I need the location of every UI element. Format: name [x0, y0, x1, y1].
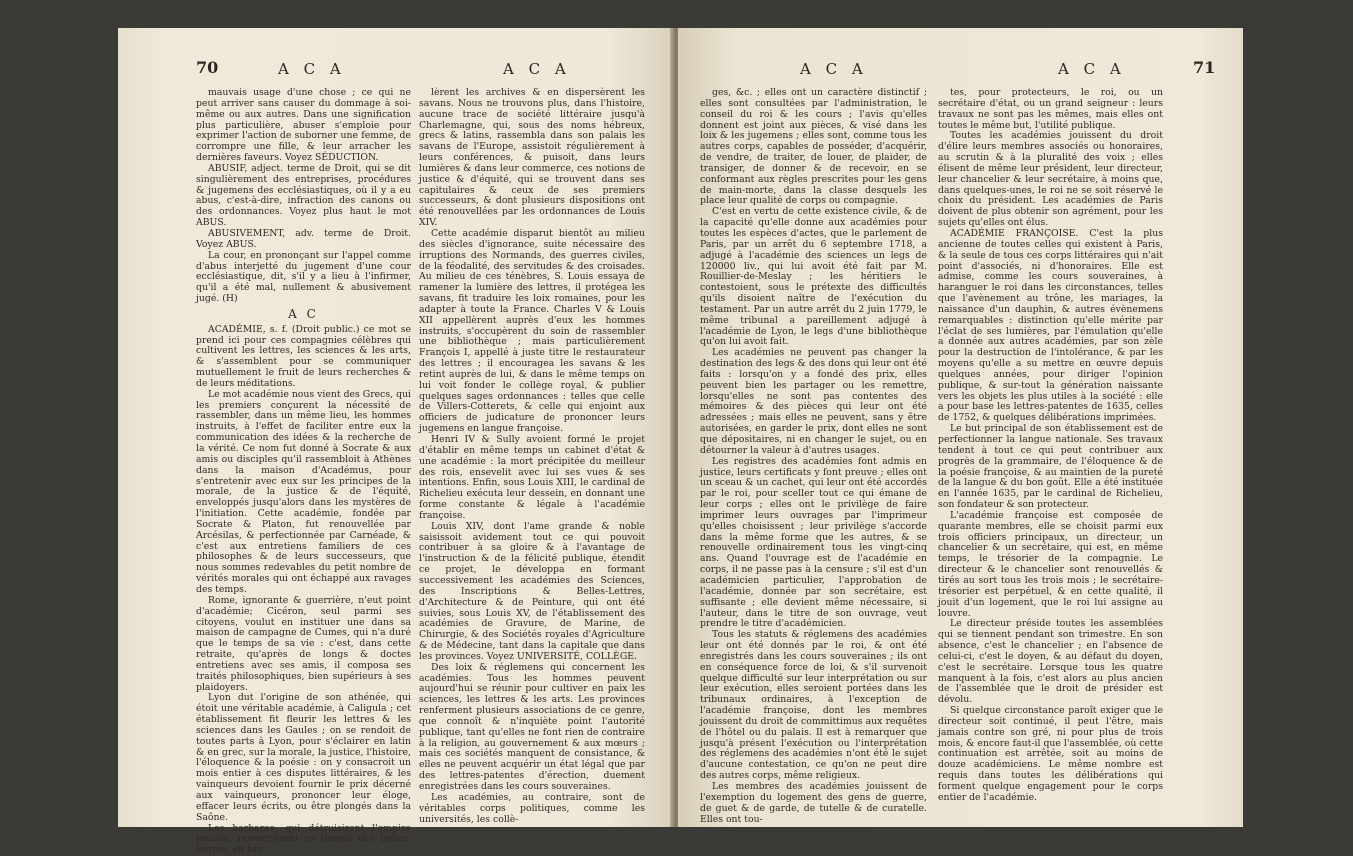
paragraph: Si quelque circonstance paroît exiger que le directeur soit continué, il peut l'être, mais jamais contre son gré, ni pour plus de trois mois, & encore faut-il que l'assemblée, où cette continuation est arrêtée, soit au moins de douze académiciens. Le même nombre est requis dans toutes les délibérations qui forment quelque engagement pour le corps entier de l'académie.: [938, 705, 1163, 803]
paragraph: Le but principal de son établissement est de perfectionner la langue nationale. Ses travaux tendent à tout ce qui peut contribuer aux progrès de la grammaire, de l'éloquence & de la poésie françoise, & au maintien de la pureté de la langue & du bon goût. Elle a été instituée en l'année 1635, par le cardinal de Richelieu, son fondateur & son protecteur.: [938, 423, 1163, 511]
paragraph: Les registres des académies font admis en justice, leurs certificats y font preuve ; elles ont un sceau & un cachet, qui leur ont été accordés par le roi, pour sceller tout ce qui émane de leur corps ; elles ont le privilège de faire imprimer leurs ouvrages par l'imprimeur qu'elles choisissent ; leur privilège s'accorde dans la même forme que les autres, & se renouvelle ordinairement tous les vingt-cinq ans. Quand l'ouvrage est de l'académie en corps, il ne passe pas à la censure ; s'il est d'un académicien particulier, l'approbation de l'académie, donnée par son secrétaire, est suffisante ; elle devient même nécessaire, si l'auteur, dans le titre de son ouvrage, veut prendre le titre d'académicien.: [700, 455, 927, 630]
paragraph: Les membres des académies jouissent de l'exemption du logement des gens de guerre, de guet & de garde, de tutelle & de curatelle. Elles ont tou-: [700, 781, 927, 825]
text-column-2: [419, 88, 645, 825]
paragraph: Toutes les académies jouissent du droit d'élire leurs membres associés ou honoraires, au scrutin & à la pluralité des voix ; elles élisent de même leur président, leur directeur, leur chancelier & leur secrétaire, à moins que, dans quelques-unes, le roi ne se soit réservé le choix du président. Les académies de Paris doivent de plus obtenir son agrément, pour les sujets qu'elles ont élus.: [938, 130, 1163, 229]
right-page: [678, 28, 1243, 827]
paragraph: Lyon dut l'origine de son athénée, qui étoit une véritable académie, à Caligula ; cet établissement fit fleurir les lettres & les sciences dans les Gaules ; on se rendoit de toutes parts à Lyon, pour s'éclairer en latin & en grec, sur la morale, la justice, l'histoire, l'éloquence & la poésie : on y consacroit un mois entier à ces disputes littéraires, & les vainqueurs devoient fournir le prix décerné aux vainqueurs, prononcer leur éloge, effacer leurs écrits, ou être plongés dans la Saône.: [196, 692, 411, 823]
paragraph: Le directeur préside toutes les assemblées qui se tiennent pendant son trimestre. En son absence, c'est le chancelier ; en l'absence de celui-ci, c'est le doyen, & au défaut du doyen, c'est le secrétaire. Lorsque tous les quatre manquent à la fois, c'est alors au plus ancien de l'assemblée que le droit de présider est dévolu.: [938, 618, 1163, 706]
running-head: A C A: [1058, 60, 1126, 78]
paragraph: Les académies ne peuvent pas changer la destination des legs & des dons qui leur ont été faits : lorsqu'on y a fondé des prix, elles peuvent bien les partager ou les remettre, lorsqu'elles ne sont pas contentes des mémoires & des pièces qui leur ont été adressées ; mais elles ne peuvent, sans y être autorisées, en garder le prix, dont elles ne sont que dépositaires, ni en changer le sujet, ou en détourner la valeur à d'autres usages.: [700, 347, 927, 456]
paragraph: C'est en vertu de cette existence civile, & de la capacité qu'elle donne aux académies pour toutes les espèces d'actes, que le parlement de Paris, par un arrêt du 6 septembre 1718, a adjugé à l'académie des sciences un legs de 120000 liv., qui lui avoit été fait par M. Rouillier-de-Meslay ; les héritiers le contestoient, sous le prétexte des difficultés qu'ils disoient naître de l'exécution du testament. Par un autre arrêt du 2 juin 1779, le même tribunal a pareillement adjugé à l'académie de Lyon, le legs d'une bibliothèque qu'on lui avoit fait.: [700, 206, 927, 348]
paragraph: Rome, ignorante & guerrière, n'eut point d'académie; Cicéron, seul parmi ses citoyens, voulut en instituer une dans sa maison de campagne de Cumes, qui n'a duré que le temps de sa vie : c'est, dans cette retraite, qu'après de longs & doctes entretiens avec ses amis, il composa ses traités philosophiques, bien supérieurs à ses plaidoyers.: [196, 594, 411, 693]
paragraph: Les académies, au contraire, sont de véritables corps politiques, comme les universités, les collè-: [419, 791, 645, 825]
running-head: A C A: [278, 60, 346, 78]
paragraph: mauvais usage d'une chose ; ce qui ne peut arriver sans causer du dommage à soi-même ou aux autres. Dans une signification plus particulière, abuser s'emploie pour exprimer l'action de suborner une femme, de corrompre une fille, & leur arracher les dernières faveurs. Voyez SÉDUCTION.: [196, 87, 411, 164]
left-page: [118, 28, 674, 856]
text-column-2: [938, 88, 1163, 804]
running-head: A C A: [503, 60, 571, 78]
paragraph: ges, &c. ; elles ont un caractère distinctif ; elles sont consultées par l'administration, le conseil du roi & les cours ; l'avis qu'elles donnent est joint aux pièces, & visé dans les loix & les jugemens ; elles sont, comme tous les autres corps, capables de posséder, d'acquérir, de vendre, de traiter, de louer, de plaider, de transiger, de donner & de recevoir, en se conformant aux règles prescrites pour les gens de main-morte, dans la classe desquels les place leur qualité de corps ou compagnie.: [700, 87, 927, 207]
section-heading: A C: [288, 306, 319, 321]
paragraph: ABUSIVEMENT, adv. terme de Droit. Voyez ABUS.: [196, 227, 411, 250]
text-column-1: [196, 88, 411, 856]
paragraph: Cette académie disparut bientôt au milieu des siècles d'ignorance, suite nécessaire des irruptions des Normands, des guerres civiles, de la féodalité, des servitudes & des croisades. Au milieu de ces ténèbres, S. Louis essaya de ramener la lumière des lettres, il protégea les savans, fit traduire les loix romaines, pour les adapter à toute la France. Charles V & Louis XII appellèrent auprès d'eux les hommes instruits, s'occupèrent du soin de rassembler une bibliothèque ; mais particulièrement François I, appellé à juste titre le restaurateur des lettres ; il encouragea les savans & les retint auprès de lui, & dans le même temps on lui voit fonder le collège royal, & publier quelques sages ordonnances : telles que celle de Villers-Cotterets, & celle qui enjoint aux officiers de judicature de prononcer leurs jugemens en langue françoise.: [419, 227, 645, 435]
paragraph: Louis XIV, dont l'ame grande & noble saisissoit avidement tout ce qui pouvoit contribuer à sa gloire & à l'avantage de l'instruction & de la félicité publique, étendit ce projet, le développa en formant successivement les académies des Sciences, des Inscriptions & Belles-Lettres, d'Architecture & de Peinture, qui ont été suivies, sous Louis XV, de l'établissement des académies de Gravure, de Marine, de Chirurgie, & des Sociétés royales d'Agriculture & de Médecine, tant dans la capitale que dans les provinces. Voyez UNIVERSITÉ, COLLÈGE.: [419, 520, 645, 662]
open-book: [118, 28, 1243, 856]
paragraph: L'académie françoise est composée de quarante membres, elle se choisit parmi eux trois officiers principaux, un directeur, un chancelier & un secrétaire, qui est, en même temps, le trésorier de la compagnie. Le directeur & le chancelier sont renouvellés & tirés au sort tous les trois mois ; le secrétaire-trésorier est perpétuel, & en cette qualité, il jouit d'un logement, que le roi lui assigne au louvre.: [938, 509, 1163, 619]
running-head: A C A: [800, 60, 868, 78]
paragraph: ACADÉMIE, s. f. (Droit public.) ce mot se prend ici pour ces compagnies célèbres qui cultivent les lettres, les sciences & les arts, & s'assemblent pour se communiquer mutuellement le fruit de leurs recherches & de leurs méditations.: [196, 323, 411, 389]
paragraph: tes, pour protecteurs, le roi, ou un secrétaire d'état, ou un grand seigneur : leurs travaux ne sont pas les mêmes, mais elles ont toutes le même but, l'utilité publique.: [938, 87, 1163, 131]
paragraph: Tous les statuts & réglemens des académies leur ont été donnés par le roi, & ont été enregistrés dans les cours souveraines ; ils ont en conséquence force de loi, & s'il survenoit quelque difficulté sur leur interprétation ou sur leur exécution, elles seroient portées dans les tribunaux ordinaires, à l'exception de l'académie françoise, dont les membres jouissent du droit de committimus aux requêtes de l'hôtel ou du palais. Il est à remarquer que jusqu'à présent l'exécution ou l'interprétation des réglemens des académies n'ont été le sujet d'aucune contestation, ce qu'on ne peut dire des autres corps, même religieux.: [700, 629, 927, 782]
paragraph: Des loix & réglemens qui concernent les académies. Tous les hommes peuvent aujourd'hui se réunir pour cultiver en paix les sciences, les lettres & les arts. Les provinces renferment plusieurs associations de ce genre, que connoît & n'inquiète point l'autorité publique, tant qu'elles ne font rien de contraire à la religion, au gouvernement & aux mœurs ; mais ces sociétés manquent de consistance, & elles ne peuvent acquérir un état légal que par des lettres-patentes d'érection, duement enregistrées dans les cours souveraines.: [419, 661, 645, 792]
paragraph: Le mot académie nous vient des Grecs, qui les premiers conçurent la nécessité de rassembler, dans un même lieu, les hommes instruits, à l'effet de faciliter entre eux la communication des idées & la recherche de la vérité. Ce nom fut donné à Socrate & aux amis ou disciples qu'il rassembloit à Athènes dans la maison d'Académus, pour s'entretenir avec eux sur les principes de la morale, de la justice & de l'équité, enveloppés jusqu'alors dans les mystères de l'initiation. Cette académie, fondée par Socrate & Platon, fut renouvellée par Arcésilas, & perfectionnée par Carnéade, & c'est aux entretiens familiers de ces philosophes & de leurs successeurs, que nous sommes redevables du petit nombre de vérités morales qui ont échappé aux ravages des temps.: [196, 388, 411, 595]
page-number: 70: [196, 58, 219, 77]
paragraph: Henri IV & Sully avoient formé le projet d'établir en même temps un cabinet d'état & une académie : la mort précipitée du meilleur des rois, ensevelit avec lui ses vues & ses intentions. Enfin, sous Louis XIII, le cardinal de Richelieu exécuta leur dessein, en donnant une forme constante & légale à l'académie françoise.: [419, 434, 645, 521]
paragraph: La cour, en prononçant sur l'appel comme d'abus interjetté du jugement d'une cour ecclésiastique, dit, s'il y a lieu à l'infirmer, qu'il a été mal, nullement & abusivement jugé. (H): [196, 249, 411, 305]
text-column-1: [700, 88, 927, 825]
paragraph: Les barbares, qui détruisirent l'empire romain, renversèrent ce temple des belles-lettres, en brû-: [196, 822, 411, 856]
paragraph: ABUSIF, adject. terme de Droit, qui se dit singulièrement des entreprises, procédures & jugemens des ecclésiastiques, où il y a eu abus, c'est-à-dire, infraction des canons ou des ordonnances. Voyez plus haut le mot ABUS.: [196, 162, 411, 229]
paragraph: ACADÉMIE FRANÇOISE. C'est la plus ancienne de toutes celles qui existent à Paris, & la seule de tous ces corps littéraires qui n'ait point d'associés, ni d'honoraires. Elle est admise, comme les cours souveraines, à haranguer le roi dans les circonstances, telles que l'avènement au trône, les mariages, la naissance d'un dauphin, & autres évènemens remarquables : distinction qu'elle mérite par l'éclat de ses lumières, par l'émulation qu'elle a donnée aux autres académies, par son zèle pour la destruction de l'intolérance, & par les moyens qu'elle a su mettre en œuvre depuis quelques années, pour diriger l'opinion publique, & sur-tout la génération naissante vers les objets les plus utiles à la société : elle a pour base les lettres-patentes de 1635, celles de 1752, & quelques délibérations imprimées.: [938, 227, 1163, 424]
page-number: 71: [1193, 58, 1216, 77]
paragraph: lèrent les archives & en dispersèrent les savans. Nous ne trouvons plus, dans l'histoire, aucune trace de société littéraire jusqu'à Charlemagne, qui, sous des noms hébreux, grecs & latins, rassembla dans son palais les savans de l'Europe, assistoit régulièrement à leurs conférences, & puisoit, dans leurs lumières & dans leur commerce, ces notions de justice & d'équité, qui se trouvent dans ses capitulaires & ceux de ses premiers successeurs, & dont plusieurs dispositions ont été renouvellées par les ordonnances de Louis XIV.: [419, 87, 645, 229]
